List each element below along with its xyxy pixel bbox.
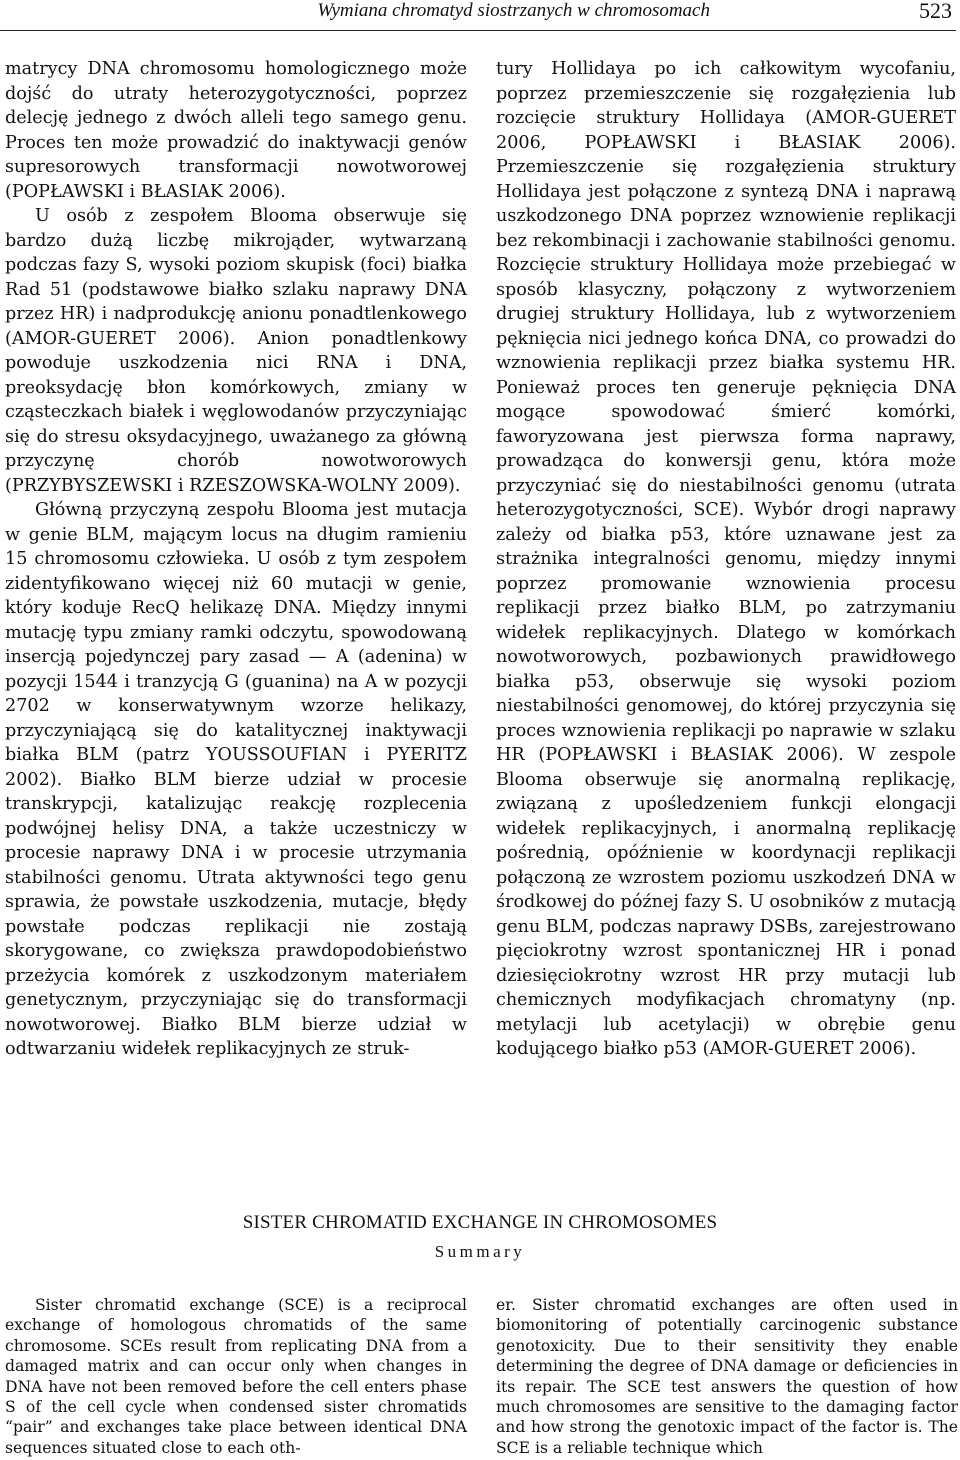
body-column-right xyxy=(496,57,956,1062)
summary-heading xyxy=(0,1212,960,1262)
summary-subtitle: Summary xyxy=(434,1242,526,1261)
body-paragraph: tury Hollidaya po ich całkowitym wycofaniu, poprzez przemieszczenie się rozgałęzienia lub rozcięcie struktury Hollidaya (AMOR-GUERET 2006, POPŁAWSKI i BŁASIAK 2006). Przemieszczenie się rozgałęzienia struktury Hollidaya jest połączone z syntezą DNA i naprawą uszkodzonego DNA poprzez wznowienie replikacji bez rekombinacji i zachowanie stabilności genomu. Rozcięcie struktury Hollidaya może przebiegać w sposób klasyczny, połączony z wytworzeniem drugiej struktury Hollidaya, lub z wytworzeniem pęknięcia nici jednego końca DNA, co prowadzi do wznowienia replikacji przez białka systemu HR. Ponieważ proces ten generuje pęknięcia DNA mogące spowodować śmierć komórki, faworyzowana jest pierwsza forma naprawy, prowadząca do konwersji genu, która może przyczyniać się do niestabilności genomu (utrata heterozygotyczności, SCE). Wybór drogi naprawy zależy od białka p53, które uznawane jest za strażnika integralności genomu, między innymi poprzez promowanie wznowienia procesu replikacji przez białko BLM, po zatrzymaniu widełek replikacyjnych. Dlatego w komórkach nowotworowych, pozbawionych prawidłowego białka p53, obserwuje się wysoki poziom niestabilności genomowej, do której przyczynia się proces wznowienia replikacji po naprawie w szlaku HR (POPŁAWSKI i BŁASIAK 2006). W zespole Blooma obserwuje się anormalną replikację, związaną z upośledzeniem funkcji elongacji widełek replikacyjnych, i anormalną replikację pośrednią, opóźnienie w koordynacji replikacji połączoną ze wzrostem poziomu uszkodzeń DNA w środkowej do późnej fazy S. U osobników z mutacją genu BLM, podczas naprawy DSBs, zarejestrowano pięciokrotny wzrost spontanicznej HR i ponad dziesięciokrotny wzrost HR przy mutacji lub chemicznych modyfikacjach chromatyny (np. metylacji lub acetylacji) w obrębie genu kodującego białko p53 (AMOR-GUERET 2006). xyxy=(496,59,956,1059)
summary-column-right xyxy=(496,1295,958,1458)
header-rule xyxy=(0,30,956,31)
body-paragraph: U osób z zespołem Blooma obserwuje się bardzo dużą liczbę mikrojąder, wytwarzaną podczas fazy S, wysoki poziom skupisk (foci) białka Rad 51 (podstawowe białko szlaku naprawy DNA przez HR) i nadprodukcję anionu ponadtlenkowego (AMOR-GUERET 2006). Anion ponadtlenkowy powoduje uszkodzenia nici RNA i DNA, preoksydację błon komórkowych, zmiany w cząsteczkach białek i węglowodanów przyczyniając się do stresu oksydacyjnego, uważanego za główną przyczynę chorób nowotworowych (PRZYBYSZEWSKI i RZESZOWSKA-WOLNY 2009). xyxy=(5,206,467,496)
summary-paragraph: er. Sister chromatid exchanges are often used in biomonitoring of potentially carcinogenic substance genotoxicity. Due to their sensitivity they enable determining the degree of DNA damage or deficiencies in its repair. The SCE test answers the question of how much chromosomes are sensitive to the damaging factor and how strong the genotoxic impact of the factor is. The SCE is a reliable technique which xyxy=(496,1296,958,1457)
summary-column-left xyxy=(5,1295,467,1458)
running-header xyxy=(0,0,956,30)
summary-paragraph: Sister chromatid exchange (SCE) is a reciprocal exchange of homologous chromatids of the same chromosome. SCEs result from replicating DNA from a damaged matrix and can occur only when changes in DNA have not been removed before the cell enters phase S of the cell cycle when condensed sister chromatids “pair” and exchanges take place between identical DNA sequences situated close to each oth- xyxy=(5,1296,467,1457)
body-paragraph: matrycy DNA chromosomu homologicznego może dojść do utraty heterozygotyczności, poprzez delecję jednego z dwóch alleli tego samego genu. Proces ten może prowadzić do inaktywacji genów supresorowych transformacji nowotworowej (POPŁAWSKI i BŁASIAK 2006). xyxy=(5,59,467,202)
body-column-left xyxy=(5,57,467,1062)
body-paragraph: Główną przyczyną zespołu Blooma jest mutacja w genie BLM, mającym locus na długim ramieniu 15 chromosomu człowieka. U osób z tym zespołem zidentyfikowano więcej niż 60 mutacji w genie, który koduje RecQ helikazę DNA. Między innymi mutację typu zmiany ramki odczytu, spowodowaną insercją pojedynczej pary zasad — A (adenina) w pozycji 1544 i tranzycją G (guanina) na A w pozycji 2702 w konserwatywnym wzorze helikazy, przyczyniającą się do katalitycznej inaktywacji białka BLM (patrz YOUSSOUFIAN i PYERITZ 2002). Białko BLM bierze udział w procesie transkrypcji, katalizując reakcję rozplecenia podwójnej helisy DNA, a także uczestniczy w procesie naprawy DNA i w procesie utrzymania stabilności genomu. Utrata aktywności tego genu sprawia, że powstałe uszkodzenia, mutacje, błędy powstałe podczas replikacji nie zostają skorygowane, co zwiększa prawdopodobieństwo przeżycia komórek z uszkodzonym materiałem genetycznym, przyczyniając się do transformacji nowotworowej. Białko BLM bierze udział w odtwarzaniu widełek replikacyjnych ze struk- xyxy=(5,500,467,1059)
running-title: Wymiana chromatyd siostrzanych w chromosomach xyxy=(317,0,710,21)
summary-title: SISTER CHROMATID EXCHANGE IN CHROMOSOMES xyxy=(242,1212,718,1233)
page-number: 523 xyxy=(919,0,952,23)
